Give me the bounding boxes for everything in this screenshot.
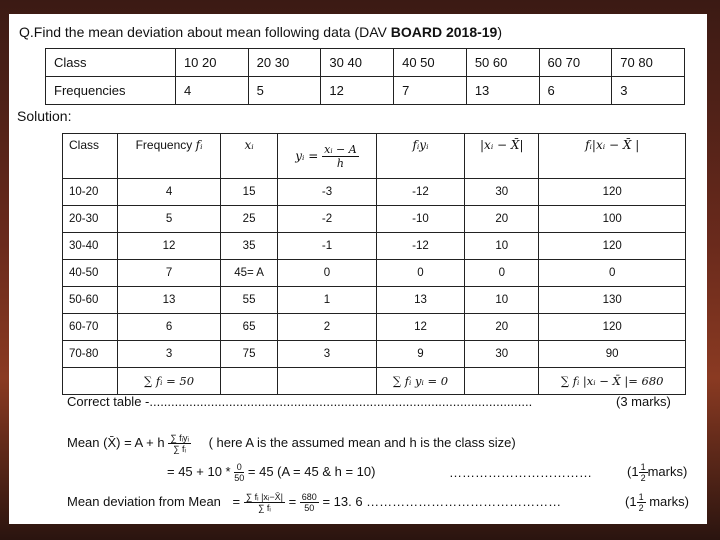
row-fiyi: 12: [376, 314, 464, 341]
row-frequency: 6: [118, 314, 221, 341]
solution-header-row: [63, 134, 686, 179]
mean-calc-marks-fraction: [639, 462, 648, 483]
mean-calc-marks: [627, 462, 687, 483]
totals-empty-cell: [465, 368, 539, 395]
header-frequency: [118, 134, 221, 179]
question-board: BOARD 2018-19: [390, 24, 498, 40]
row-fiyi: 0: [376, 260, 464, 287]
mean-deviation-marks-denominator: 2: [638, 503, 644, 513]
header-fiyi: fᵢyᵢ: [376, 134, 464, 179]
mean-deviation-denominator-2: 50: [304, 503, 315, 513]
mean-calc-numerator: 0: [234, 462, 244, 473]
mean-deviation-marks-close: marks): [645, 493, 689, 509]
mean-calc-part1: = 45 + 10 *: [167, 463, 231, 479]
mean-deviation-label: Mean deviation from Mean: [67, 493, 221, 509]
mean-formula-line: [67, 433, 516, 454]
mean-deviation-numerator: ∑ fᵢ |xᵢ−X̄|: [245, 492, 283, 502]
mean-calc-line: [167, 462, 375, 483]
row-deviation: 30: [465, 179, 539, 206]
totals-row: [63, 368, 686, 395]
row-yi: -3: [278, 179, 377, 206]
row-frequency: 13: [118, 287, 221, 314]
row-class: 40-50: [63, 260, 118, 287]
row-frequency: 4: [118, 179, 221, 206]
table-row: [63, 260, 686, 287]
mean-calc-marks-numerator: 1: [640, 462, 646, 472]
header-frequency-label: Frequency: [135, 138, 193, 152]
row-fiyi: -12: [376, 179, 464, 206]
mean-formula-note: ( here A is the assumed mean and h is the class size): [208, 434, 516, 450]
frequency-cell: 5: [248, 77, 321, 105]
total-weighted-deviation: ∑ fᵢ |xᵢ − X̄ |= 680: [539, 368, 686, 395]
class-cell: 50 60: [466, 49, 539, 77]
mean-formula-numerator: ∑ fᵢyᵢ: [170, 433, 189, 443]
row-deviation: 20: [465, 206, 539, 233]
row-weighted-deviation: 120: [539, 314, 686, 341]
frequency-cell: 3: [612, 77, 685, 105]
class-cell: 20 30: [248, 49, 321, 77]
row-xi: 25: [220, 206, 277, 233]
mean-deviation-fraction: [244, 492, 285, 513]
row-weighted-deviation: 100: [539, 206, 686, 233]
row-class: 60-70: [63, 314, 118, 341]
row-fiyi: -10: [376, 206, 464, 233]
mean-formula-denominator: ∑ fᵢ: [173, 444, 186, 454]
mean-deviation-marks-numerator: 1: [638, 492, 644, 502]
mean-deviation-marks-open: (1: [625, 493, 637, 509]
row-weighted-deviation: 120: [539, 179, 686, 206]
row-yi: -1: [278, 233, 377, 260]
table-row: [63, 179, 686, 206]
row-xi: 45= A: [220, 260, 277, 287]
totals-empty-cell: [63, 368, 118, 395]
header-yi-denominator: h: [336, 156, 344, 170]
row-frequency: 5: [118, 206, 221, 233]
row-xi: 75: [220, 341, 277, 368]
row-yi: 0: [278, 260, 377, 287]
row-xi: 35: [220, 233, 277, 260]
question-suffix: ): [497, 24, 503, 40]
correct-table-line: Correct table -..........................................................................................................: [67, 394, 533, 409]
question-prefix: Q.Find the mean deviation about mean following data (DAV: [19, 24, 391, 40]
mean-deviation-marks: [625, 492, 689, 513]
class-cell: 40 50: [394, 49, 467, 77]
row-deviation: 30: [465, 341, 539, 368]
mean-deviation-result: = 13. 6 ………………………………………: [322, 493, 562, 509]
solution-table: [62, 133, 686, 395]
row-frequency: 3: [118, 341, 221, 368]
totals-empty-cell: [278, 368, 377, 395]
row-deviation: 0: [465, 260, 539, 287]
worksheet: [9, 14, 707, 524]
row-yi: 1: [278, 287, 377, 314]
row-class: 70-80: [63, 341, 118, 368]
row-frequency: 7: [118, 260, 221, 287]
question-text: [19, 24, 502, 40]
row-deviation: 10: [465, 233, 539, 260]
total-frequency: ∑ fᵢ = 50: [118, 368, 221, 395]
table-row: [63, 314, 686, 341]
correct-table-marks: (3 marks): [616, 394, 671, 409]
mean-calc-part2: = 45 (A = 45 & h = 10): [247, 463, 376, 479]
mean-calc-denominator: 50: [234, 473, 245, 483]
table-row: [63, 341, 686, 368]
question-table: [45, 48, 685, 105]
mean-deviation-marks-fraction: [637, 492, 646, 513]
row-yi: -2: [278, 206, 377, 233]
table-row: [63, 287, 686, 314]
header-deviation: |xᵢ − X̄|: [465, 134, 539, 179]
row-class: 20-30: [63, 206, 118, 233]
class-cell: 30 40: [321, 49, 394, 77]
mean-calc-marks-close: marks): [647, 463, 688, 479]
total-fiyi: ∑ fᵢ yᵢ = 0: [376, 368, 464, 395]
row-frequency: 12: [118, 233, 221, 260]
header-yi-label: yᵢ =: [295, 148, 319, 163]
mean-deviation-numerator-2: 680: [301, 492, 317, 502]
mean-deviation-equals-2: =: [288, 493, 297, 509]
row-xi: 55: [220, 287, 277, 314]
frequency-row: [46, 77, 685, 105]
frequency-cell: 6: [539, 77, 612, 105]
row-class: 10-20: [63, 179, 118, 206]
header-yi-fraction: [322, 143, 359, 170]
row-xi: 15: [220, 179, 277, 206]
row-yi: 3: [278, 341, 377, 368]
class-cell: 60 70: [539, 49, 612, 77]
header-xi: xᵢ: [220, 134, 277, 179]
class-row-label: Class: [46, 49, 176, 77]
mean-calc-marks-denominator: 2: [640, 473, 646, 483]
mean-formula-prefix: Mean (X̄) = A + h: [67, 434, 165, 450]
header-frequency-symbol: fᵢ: [195, 138, 203, 152]
mean-formula-fraction: [168, 433, 191, 454]
frequency-row-label: Frequencies: [46, 77, 176, 105]
header-yi-numerator: xᵢ − A: [324, 142, 357, 156]
row-weighted-deviation: 120: [539, 233, 686, 260]
mean-deviation-line: [67, 492, 561, 513]
row-fiyi: 9: [376, 341, 464, 368]
row-class: 50-60: [63, 287, 118, 314]
class-cell: 10 20: [175, 49, 248, 77]
mean-deviation-fraction-2: [300, 492, 319, 513]
table-row: [63, 206, 686, 233]
class-cell: 70 80: [612, 49, 685, 77]
header-yi: [278, 134, 377, 179]
row-fiyi: -12: [376, 233, 464, 260]
mean-calc-marks-open: (1: [627, 463, 639, 479]
row-fiyi: 13: [376, 287, 464, 314]
frequency-cell: 12: [321, 77, 394, 105]
frequency-cell: 7: [394, 77, 467, 105]
header-class: Class: [63, 134, 118, 179]
mean-deviation-denominator: ∑ fᵢ: [257, 503, 271, 513]
frequency-cell: 13: [466, 77, 539, 105]
row-xi: 65: [220, 314, 277, 341]
frequency-cell: 4: [175, 77, 248, 105]
row-weighted-deviation: 130: [539, 287, 686, 314]
row-yi: 2: [278, 314, 377, 341]
row-weighted-deviation: 90: [539, 341, 686, 368]
header-weighted-deviation: fᵢ|xᵢ − X̄ |: [539, 134, 686, 179]
table-row: [63, 233, 686, 260]
row-weighted-deviation: 0: [539, 260, 686, 287]
mean-deviation-equals: =: [232, 493, 241, 509]
mean-calc-fraction: [234, 462, 244, 483]
solution-label: Solution:: [17, 108, 72, 124]
row-class: 30-40: [63, 233, 118, 260]
totals-empty-cell: [220, 368, 277, 395]
mean-calc-dots: ……………………………: [449, 465, 592, 480]
class-row: [46, 49, 685, 77]
row-deviation: 10: [465, 287, 539, 314]
row-deviation: 20: [465, 314, 539, 341]
